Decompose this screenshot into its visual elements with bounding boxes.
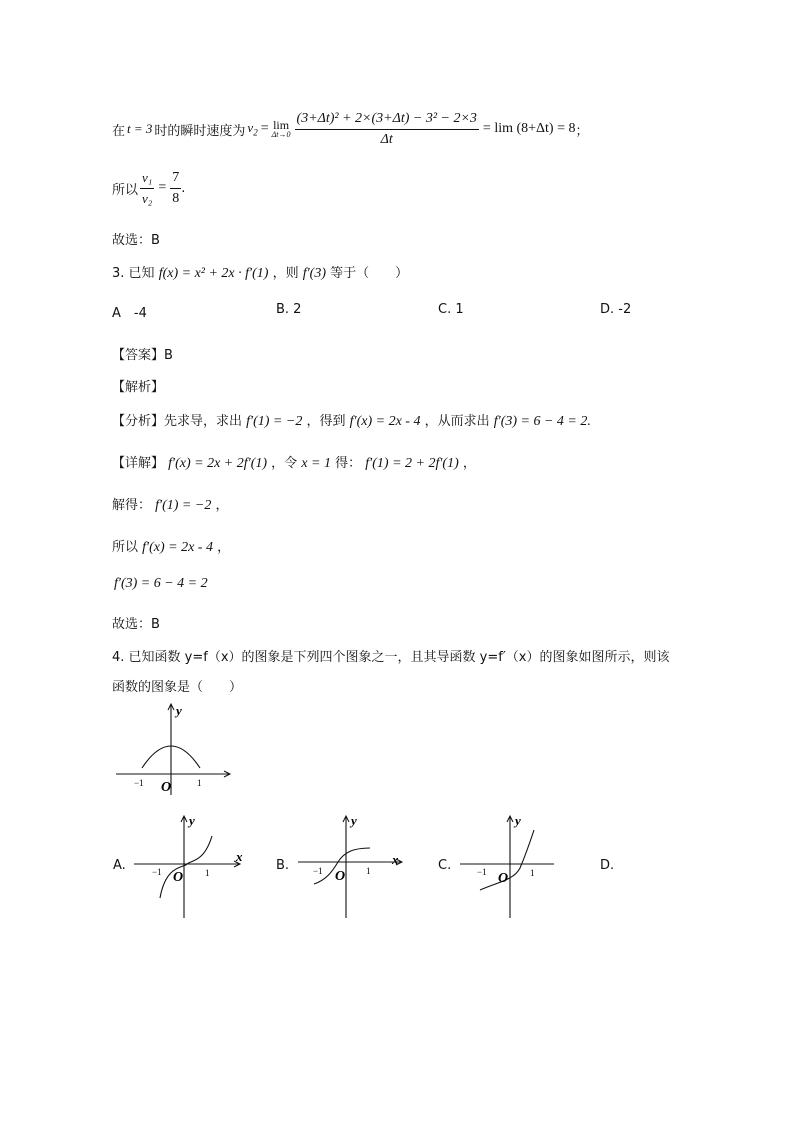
svg-text:x: x	[392, 852, 399, 867]
q4-option-b-label: B.	[276, 858, 290, 873]
derivative-graph	[112, 698, 236, 798]
tick-label-neg-one: −1	[134, 778, 144, 788]
q2-numerator: (3+Δt)² + 2×(3+Δt) − 3² − 2×3	[295, 111, 479, 130]
svg-text:x: x	[236, 849, 243, 864]
q2-equals: =	[260, 121, 269, 136]
q3-solve: 解得： f′(1) = −2 ，	[112, 498, 229, 513]
q2-prefix: 在	[112, 123, 126, 139]
q2-denominator: Δt	[380, 131, 393, 147]
q4-stem-line1: 4. 已知函数 y=f（x）的图象是下列四个图象之一，且其导函数 y=f′（x）的图象如图所示，则该	[112, 650, 670, 665]
q3-answer: 【答案】B	[112, 348, 173, 363]
tick-label-one: 1	[197, 778, 202, 788]
q3-option-c: C. 1	[438, 302, 464, 317]
q3-stem: 3. 已知 f(x) = x² + 2x · f′(1) ，则 f′(3) 等于（ ）	[112, 266, 409, 281]
q2-t-value: t = 3	[127, 121, 153, 136]
q2-velocity-line	[112, 108, 589, 150]
q4-option-c-label: C.	[438, 858, 452, 873]
q3-so: 所以 f′(x) = 2x - 4 ，	[112, 540, 231, 555]
q2-semicolon: ；	[575, 123, 589, 139]
q3-stem-target: f′(3)	[302, 266, 326, 281]
q4-option-d-label: D.	[600, 858, 615, 873]
q2-rhs: = lim (8+Δt) = 8	[482, 121, 576, 136]
q2-ratio-line: 所以 $\frac{\text{v₁}}{\text{v₂}}$ = $\frac{7}{8}$ .	[112, 169, 186, 206]
svg-text:−1: −1	[477, 867, 487, 877]
origin-label: O	[161, 780, 172, 795]
svg-text:−1: −1	[152, 867, 162, 877]
svg-text:1: 1	[205, 868, 210, 878]
svg-text:1: 1	[366, 866, 371, 876]
q3-conclusion: 故选：B	[112, 617, 160, 632]
svg-text:−1: −1	[313, 866, 323, 876]
q2-ratio-value: $\frac{7}{8}$	[172, 169, 180, 206]
svg-text:1: 1	[530, 868, 535, 878]
q2-mid-text: 时的瞬时速度为	[154, 123, 246, 139]
q3-stem-formula: f(x) = x² + 2x · f′(1)	[158, 266, 269, 281]
q3-detail: 【详解】 f′(x) = 2x + 2f′(1) ，令 x = 1 得： f′(1) = 2 + 2f′(1) ，	[112, 456, 476, 471]
option-a-graph	[132, 812, 248, 920]
q2-ratio: $\frac{\text{v₁}}{\text{v₂}}$	[142, 169, 153, 206]
q3-f3-line: f′(3) = 6 − 4 = 2	[114, 576, 208, 591]
q3-option-b: B. 2	[276, 302, 302, 317]
option-b-graph	[294, 812, 410, 920]
q2-limit: lim Δt→0	[271, 118, 291, 139]
q3-option-d: D. -2	[600, 302, 632, 317]
q2-so-prefix: 所以	[112, 182, 139, 198]
option-c-graph	[458, 812, 558, 920]
svg-text:O: O	[335, 869, 346, 884]
q3-analysis-title: 【解析】	[112, 380, 165, 395]
q2-v2: $v_2$	[247, 120, 258, 138]
svg-text:y: y	[351, 813, 357, 828]
q2-difference-quotient	[295, 111, 479, 148]
q2-conclusion: 故选：B	[112, 233, 160, 248]
axis-y-label: y	[176, 703, 182, 718]
q3-analysis: 【分析】先求导，求出 f′(1) = −2 ，得到 f′(x) = 2x - 4 ，从而求出 f′(3) = 6 − 4 = 2.	[112, 414, 591, 429]
q4-stem-line2: 函数的图象是（ ）	[112, 680, 243, 695]
q3-option-a: A -4	[112, 306, 147, 321]
q4-option-a-label: A.	[113, 858, 126, 873]
svg-text:y: y	[515, 813, 521, 828]
svg-text:O: O	[498, 871, 509, 886]
svg-text:y: y	[189, 813, 195, 828]
svg-text:O: O	[173, 870, 184, 885]
